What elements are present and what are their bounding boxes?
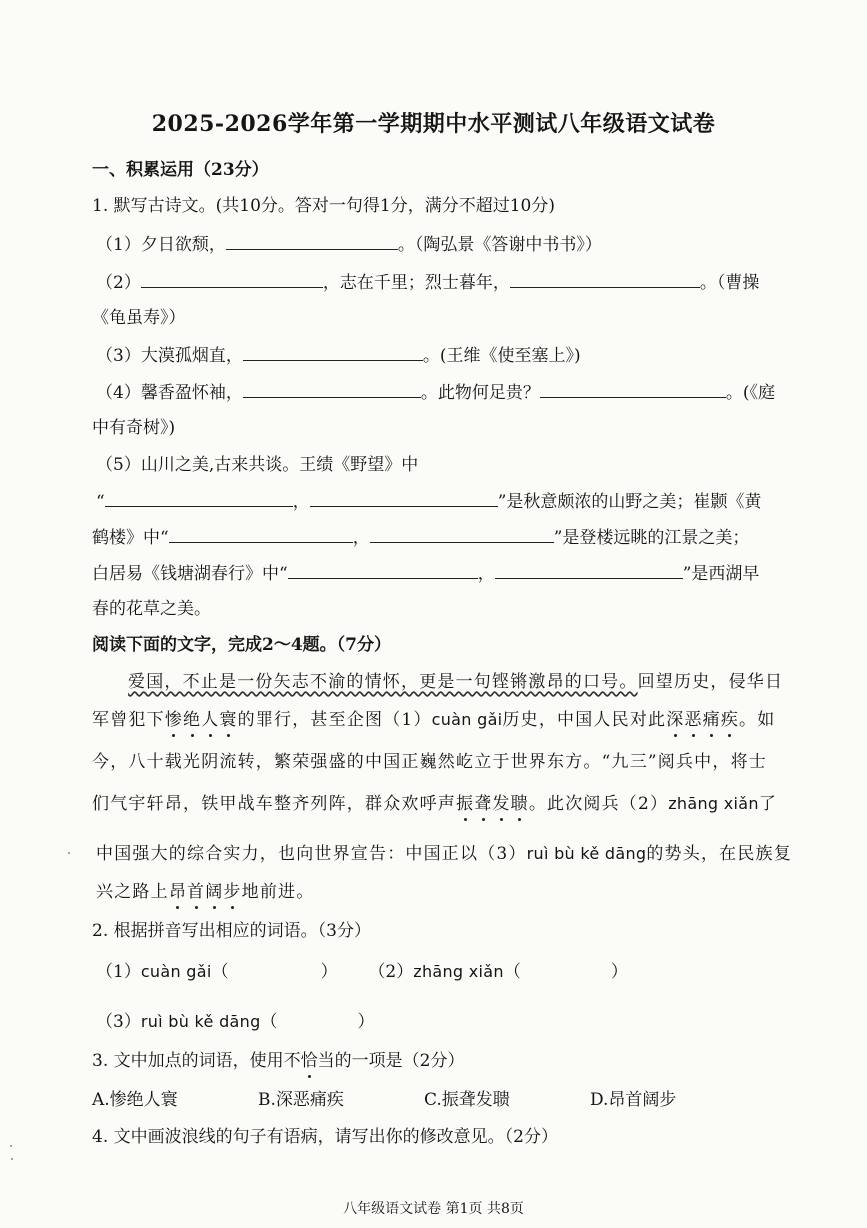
q1-item4 xyxy=(96,380,775,405)
q1-item5-desc2: ”是登楼远眺的江景之美； xyxy=(553,528,750,548)
wavy-sentence: 爱国，不止是一份矢志不渝的情怀，更是一句铿锵激昂的口号。 xyxy=(128,672,638,692)
q1-item3 xyxy=(96,343,581,368)
passage-text: 中国强大的综合实力，也向世界宣告：中国正以（3） xyxy=(96,844,527,864)
answer-blank[interactable] xyxy=(169,525,353,543)
dotted-word-3: 振聋发聩 xyxy=(456,794,529,814)
answer-blank[interactable] xyxy=(495,561,683,579)
q3-option-a[interactable]: A.惨绝人寰 xyxy=(92,1090,178,1110)
q1-item4-source: 。(《庭 xyxy=(725,383,775,403)
q1-stem: 1. 默写古诗文。(共10分。答对一句得1分，满分不超过10分) xyxy=(92,196,555,216)
q1-item2-mid: ，志在千里；烈士暮年， xyxy=(322,273,510,293)
section-heading: 一、积累运用（23分） xyxy=(92,160,269,180)
passage-text: 回望历史，侵华日 xyxy=(637,672,784,692)
passage-text: 兴之路上 xyxy=(96,882,169,902)
passage-text: 们气宇轩昂，铁甲战车整齐列阵，群众欢呼声 xyxy=(92,794,456,814)
dotted-word-2: 深恶痛疾 xyxy=(666,710,740,730)
q1-item2 xyxy=(96,270,759,295)
q1-item1 xyxy=(96,232,602,257)
comma: ， xyxy=(292,492,310,512)
q1-item2-source-cont: 《龟虽寿》） xyxy=(92,308,186,328)
q3-stem xyxy=(92,1049,464,1073)
pinyin-2: zhāng xiǎn xyxy=(668,794,759,813)
q1-item4-source-cont: 中有奇树》) xyxy=(92,418,176,438)
reading-heading: 阅读下面的文字，完成2～4题。（7分） xyxy=(92,635,391,655)
answer-blank[interactable] xyxy=(310,489,498,507)
passage-text: 的罪行，甚至企图（1） xyxy=(237,710,432,730)
passage-line-6 xyxy=(96,880,314,904)
q1-item5-desc3: ”是西湖早 xyxy=(682,564,760,584)
q1-item5-line2 xyxy=(92,525,749,550)
pinyin-3: ruì bù kě dāng xyxy=(526,844,647,863)
q1-item2-prompt: （2） xyxy=(96,273,141,293)
answer-blank[interactable] xyxy=(243,343,423,361)
q3-option-c[interactable]: C.振聋发聩 xyxy=(424,1090,510,1110)
q2-pinyin-1: cuàn gǎi xyxy=(140,962,212,981)
scan-speck xyxy=(68,852,70,854)
q1-item5-source3: 白居易《钱塘湖春行》中“ xyxy=(92,564,288,584)
quote-open: “ xyxy=(96,492,105,512)
q3-stem-b: 当的一项是（2分） xyxy=(317,1051,465,1071)
q2-pinyin-2: zhāng xiǎn xyxy=(413,962,504,981)
q1-item4-prompt: （4）馨香盈怀袖， xyxy=(96,383,243,403)
q2-label-1: （1） xyxy=(96,962,141,982)
q1-item5-source2: 鹤楼》中“ xyxy=(92,528,169,548)
q4-stem: 4. 文中画波浪线的句子有语病，请写出你的修改意见。（2分） xyxy=(92,1127,558,1147)
q3-stem-dot: 恰 xyxy=(300,1051,318,1071)
q3-option-d[interactable]: D.昂首阔步 xyxy=(590,1090,677,1110)
passage-line-5 xyxy=(96,842,792,866)
q1-item1-source: 。（陶弘景《答谢中书书》） xyxy=(397,235,602,255)
passage-text: 历史，中国人民对此 xyxy=(502,710,667,730)
q3-option-b[interactable]: B.深恶痛疾 xyxy=(258,1090,344,1110)
passage-line-1 xyxy=(128,670,783,694)
q1-item5-line3 xyxy=(92,561,759,586)
answer-blank[interactable] xyxy=(141,270,323,288)
page-footer: 八年级语文试卷 第1页 共8页 xyxy=(343,1201,524,1217)
passage-text: 。此次阅兵（2） xyxy=(528,794,669,814)
passage-line-3: 今，八十载光阴流转，繁荣强盛的中国正巍然屹立于世界东方。“九三”阅兵中，将士 xyxy=(92,752,767,772)
q1-item4-mid: 。此物何足贵？ xyxy=(420,383,540,403)
answer-blank[interactable] xyxy=(243,380,421,398)
paren-open: （ xyxy=(503,962,521,982)
scan-speck xyxy=(10,1145,12,1147)
comma: ， xyxy=(352,528,370,548)
q1-item1-prompt: （1）夕日欲颓， xyxy=(96,235,226,255)
answer-blank[interactable] xyxy=(540,380,726,398)
q2-stem: 2. 根据拼音写出相应的词语。（3分） xyxy=(92,921,371,941)
q1-item5-line4: 春的花草之美。 xyxy=(92,599,211,619)
paren-close: ） xyxy=(357,1012,375,1032)
q1-item3-prompt: （3）大漠孤烟直， xyxy=(96,346,243,366)
comma: ， xyxy=(477,564,495,584)
q1-item5-line1 xyxy=(96,489,761,514)
q1-item3-source: 。(王维《使至塞上》) xyxy=(422,346,581,366)
q2-row1 xyxy=(96,960,628,984)
q2-pinyin-3: ruì bù kě dāng xyxy=(140,1012,261,1031)
passage-text: 的势头，在民族复 xyxy=(646,844,792,864)
paren-close: ） xyxy=(610,962,628,982)
answer-blank[interactable] xyxy=(510,270,700,288)
answer-blank[interactable] xyxy=(288,561,478,579)
passage-line-4 xyxy=(92,792,777,816)
paren-open: （ xyxy=(211,962,229,982)
paren-close: ） xyxy=(320,962,338,982)
q1-item5-prompt: （5）山川之美,古来共谈。王绩《野望》中 xyxy=(96,455,419,475)
q2-label-3: （3） xyxy=(96,1012,141,1032)
dotted-word-4: 昂首阔步 xyxy=(168,882,242,902)
passage-text: 地前进。 xyxy=(241,882,315,902)
q1-item5-desc1: ”是秋意颇浓的山野之美；崔颢《黄 xyxy=(497,492,762,512)
passage-text: 了 xyxy=(758,794,778,814)
q3-stem-a: 3. 文中加点的词语，使用不 xyxy=(92,1051,301,1071)
paren-open: （ xyxy=(260,1012,278,1032)
pinyin-1: cuàn gǎi xyxy=(431,710,503,729)
answer-blank[interactable] xyxy=(105,489,293,507)
dotted-word-1: 惨绝人寰 xyxy=(164,710,238,730)
q2-row2 xyxy=(96,1010,375,1034)
q2-label-2: （2） xyxy=(368,962,414,982)
q1-item2-source: 。（曹操 xyxy=(699,273,760,293)
answer-blank[interactable] xyxy=(370,525,554,543)
passage-line-2 xyxy=(92,708,775,732)
answer-blank[interactable] xyxy=(226,232,398,250)
scan-speck xyxy=(11,1158,13,1160)
exam-title: 2025-2026学年第一学期期中水平测试八年级语文试卷 xyxy=(151,111,716,137)
passage-text: 。如 xyxy=(739,710,776,730)
passage-text: 军曾犯下 xyxy=(92,710,165,730)
